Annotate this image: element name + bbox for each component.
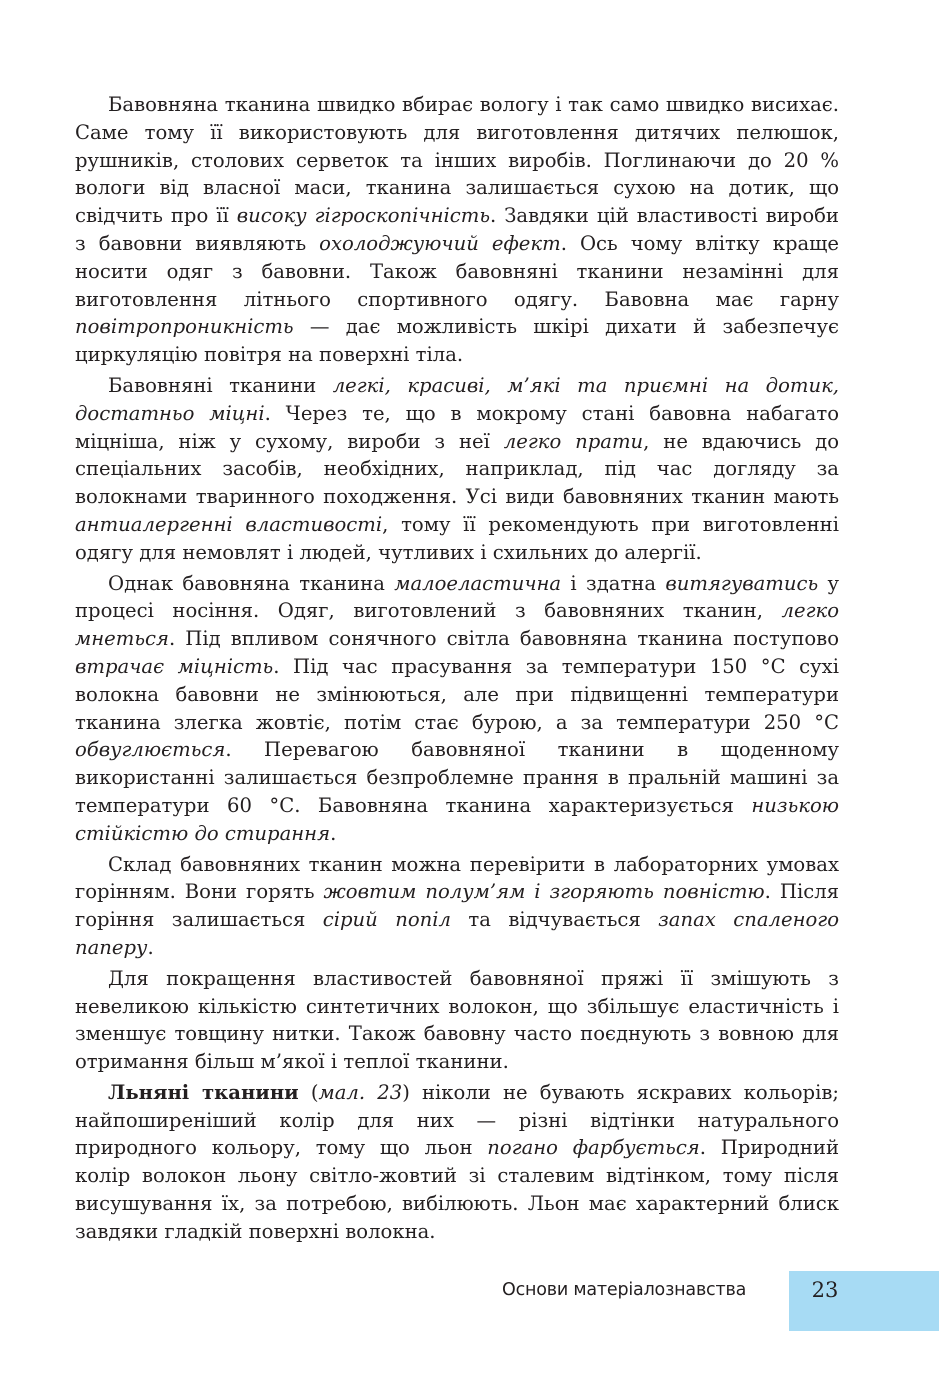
text-run-italic: легко прати — [503, 429, 644, 453]
text-run: Бавовняні тканини — [108, 373, 333, 397]
text-run: , тому її рекомендують при виготовленні одягу для немовлят і людей, чутливих і схильних до алергії. — [75, 512, 839, 564]
text-run-italic: обвуглюється — [75, 738, 226, 762]
text-run: . Під час прасування за температури 150 °С сухі волокна бавовни не змінюються, але при підвищенні температури тканина злегка жовтіє, потім стає бурою, а за температури 250 °С — [75, 654, 839, 734]
text-run: ) ніколи не бувають яскравих кольорів; найпоширеніший колір для них — різні відтінки натурального природного кольору, тому що льон — [75, 1080, 839, 1160]
text-run-italic: сірий попіл — [322, 908, 451, 932]
text-run: . Ось чому влітку краще носити одяг з бавовни. Також бавовняні тканини незамінні для виготовлення літнього спортивного одягу. Бавовна має гарну — [75, 231, 839, 311]
text-run: . Природний колір волокон льону світло-жовтий зі сталевим відтінком, тому після висушування їх, за потребою, вибілюють. Льон має характерний блиск завдяки гладкій поверхні волокна. — [75, 1136, 840, 1243]
text-run: ( — [298, 1080, 319, 1104]
page-number-tab — [789, 1271, 939, 1331]
text-run: , не вдаючись до спеціальних засобів, необхідних, наприклад, під час догляду за волокнами тваринного походження. Усі види бавовняних тканин мають — [75, 429, 839, 509]
text-run: і здатна — [561, 571, 666, 595]
text-run-italic: повітропроникність — [75, 315, 294, 339]
text-run: у процесі носіння. Одяг, виготовлений з бавовняних тканин, — [75, 571, 839, 623]
text-run-italic: легкі, красиві, м’які та приємні на дотик, достатньо міцні — [75, 373, 840, 425]
text-run-italic: втрачає міцність — [75, 654, 274, 678]
text-run: Бавовняна тканина швидко вбирає вологу і так само швидко висихає. Саме тому її використовують для виготовлення дитячих пелюшок, рушників, столових серветок та інших виробів. Поглинаючи до 20 % вологи від власної маси, тканина залишається сухою на дотик, що свідчить про її — [75, 93, 839, 228]
text-run: . — [330, 821, 337, 845]
text-run-bold: Льняні тканини — [108, 1080, 299, 1104]
text-run: . Завдяки цій властивості вироби з бавовни виявляють — [75, 204, 839, 255]
paragraph — [75, 570, 839, 848]
text-run: Для покращення властивостей бавовняної пряжі її змішують з невеликою кількістю синтетичних волокон, що збільшує еластичність і зменшує товщину нитки. Також бавовну часто поєднують з вовною для отримання більш м’якої і теплої тканини. — [75, 966, 839, 1074]
text-run-italic: погано фарбується — [487, 1136, 700, 1160]
text-run: та відчувається — [450, 908, 659, 932]
main-text — [75, 91, 839, 1249]
text-run-italic: легко мнеться — [75, 599, 839, 651]
paragraph — [75, 372, 839, 567]
text-run-italic: антиалергенні властивості — [75, 512, 383, 536]
paragraph — [75, 91, 839, 369]
text-run-italic: малоеластична — [394, 571, 562, 595]
text-run-italic: жовтим полум’ям і згоряють повністю — [323, 880, 765, 904]
paragraph — [75, 851, 839, 962]
text-run: . Через те, що в мокрому стані бавовна набагато міцніша, ніж у сухому, вироби з неї — [75, 401, 840, 453]
footer-section-title: Основи матеріалознавства — [502, 1280, 747, 1300]
text-run: Склад бавовняних тканин можна перевірити в лабораторних умовах горінням. Вони горять — [75, 852, 839, 904]
text-run: . Після горіння залишається — [75, 880, 839, 932]
text-run: Однак бавовняна тканина — [108, 571, 395, 595]
paragraph — [75, 1079, 839, 1246]
text-run: . Перевагою бавовняної тканини в щоденному використанні залишається безпроблемне прання в пральній машині за температури 60 °С. Бавовняна тканина характеризується — [75, 738, 839, 817]
text-run: . — [147, 935, 154, 959]
text-run-italic: мал. 23 — [318, 1080, 403, 1104]
text-run: — дає можливість шкірі дихати й забезпечує циркуляцію повітря на поверхні тіла. — [75, 315, 839, 367]
paragraph — [75, 965, 839, 1076]
text-run: . Під впливом сонячного світла бавовняна тканина поступово — [168, 627, 839, 651]
page-number: 23 — [811, 1278, 839, 1302]
text-run-italic: високу гігроскопічність — [236, 204, 490, 228]
text-run-italic: низькою стійкістю до стирання — [75, 793, 839, 845]
text-run-italic: запах спаленого паперу — [75, 908, 839, 959]
text-run-italic: охолоджуючий ефект — [319, 231, 561, 255]
text-run-italic: витягуватись — [665, 571, 819, 595]
